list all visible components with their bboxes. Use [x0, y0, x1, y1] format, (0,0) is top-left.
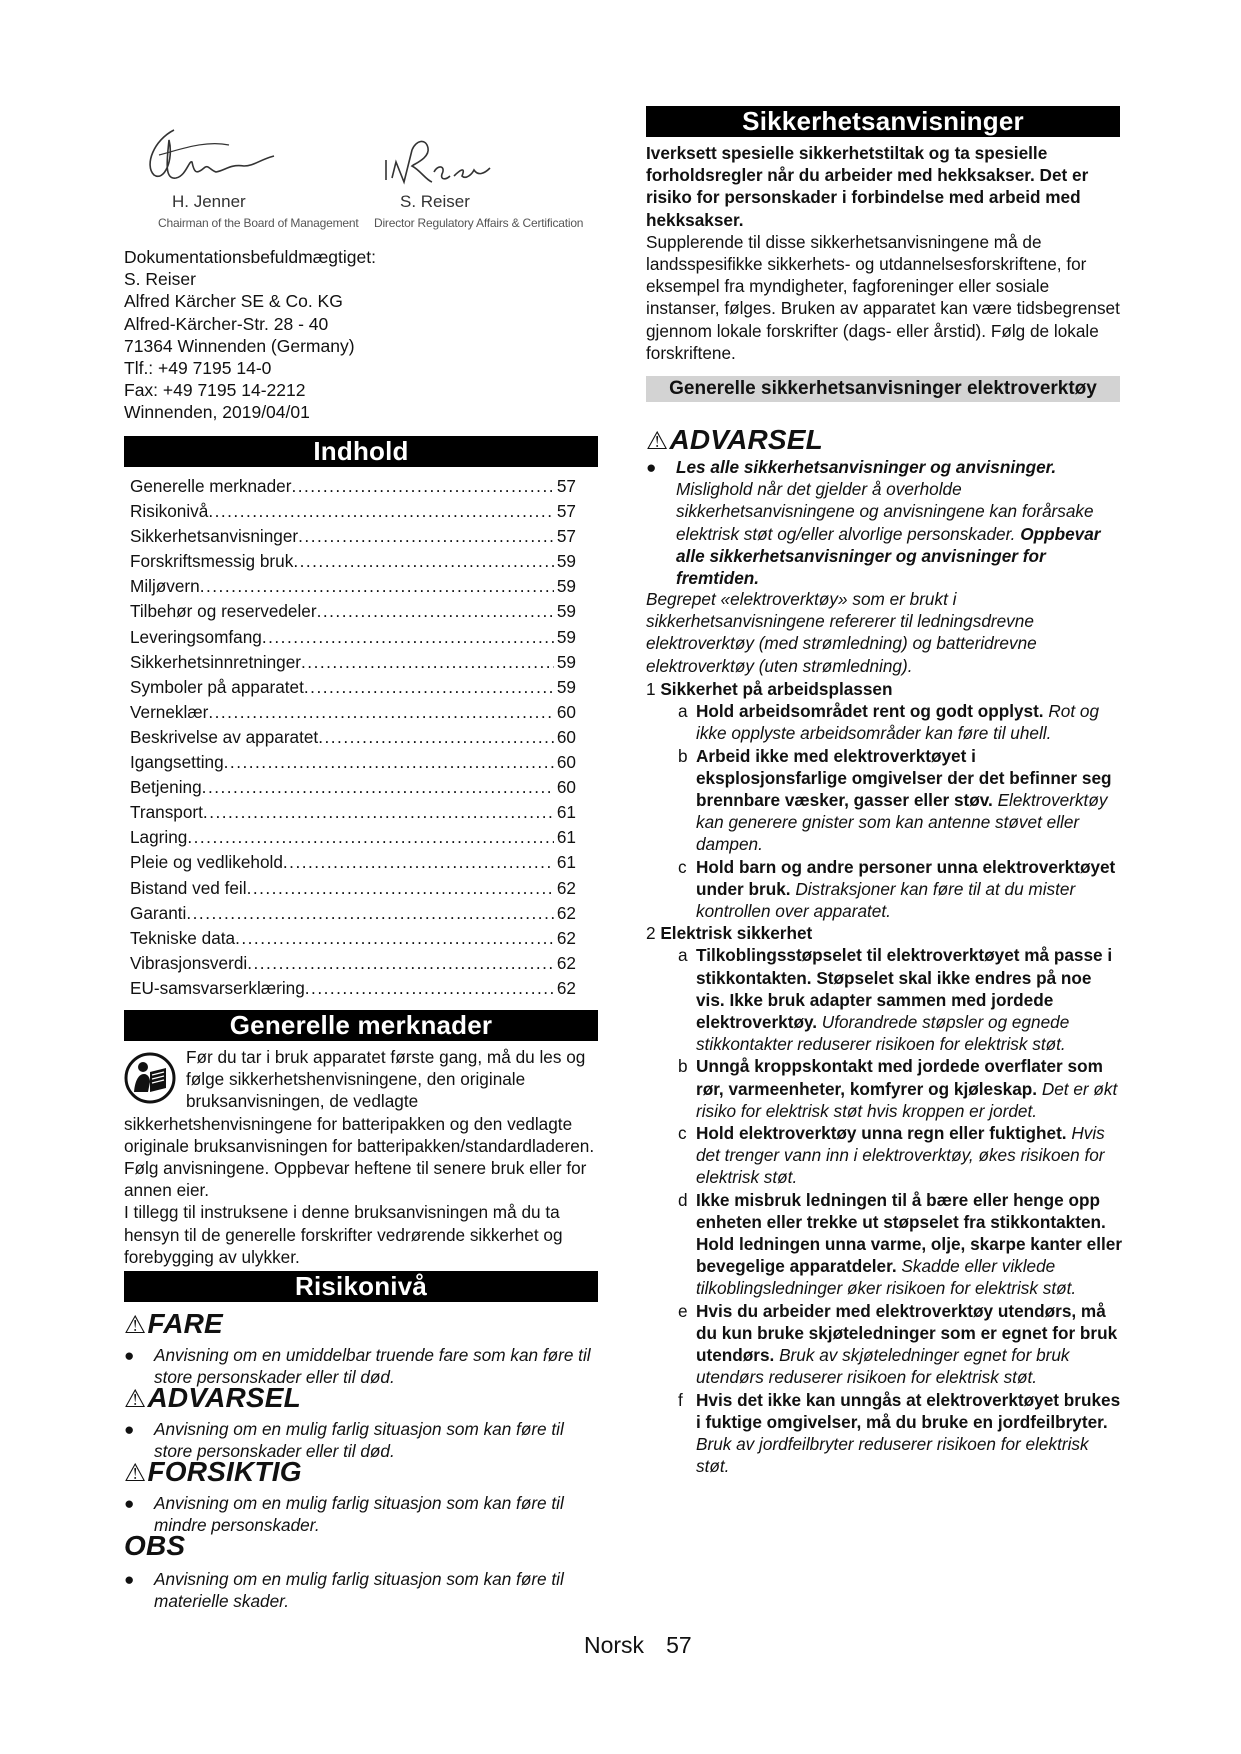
address-line: Winnenden, 2019/04/01: [124, 402, 310, 423]
toc-leader-dots: [293, 549, 554, 574]
toc-entry: [130, 976, 576, 1001]
toc-entry: [130, 599, 576, 624]
safety-intro-text: Supplerende til disse sikkerhetsanvisningene må de landsspesifikke sikkerhets- og utdannelsesforskriftene, for eksempel fra myndigheter, fagforeninger eller sosiale instanser, følges. Bruken av apparatet kan være tidsbegrenset gjennom lokale forskrifter (dags- eller årstid). Følg de lokale forskriftene.: [646, 231, 1120, 363]
toc-entry-page: 57: [556, 526, 576, 547]
toc-entry-page: 62: [556, 952, 576, 973]
toc-leader-dots: [200, 574, 554, 599]
toc-entry: [130, 574, 576, 599]
toc-entry-title: Verneklær: [130, 701, 209, 722]
address-line: S. Reiser: [124, 269, 196, 290]
toc-entry: [130, 901, 576, 926]
safety-instructions-list: [646, 678, 1122, 1477]
toc-entry-page: 59: [556, 576, 576, 597]
safety-heading: Sikkerhetsanvisninger: [646, 106, 1120, 137]
toc-leader-dots: [301, 650, 554, 675]
toc-entry-page: 62: [556, 977, 576, 998]
toc-entry-title: Symboler på apparatet: [130, 676, 304, 697]
toc-entry-page: 59: [556, 676, 576, 697]
toc-entry: [130, 700, 576, 725]
toc-leader-dots: [247, 876, 554, 901]
safety-instruction: c Hold elektroverktøy unna regn eller fuktighet. Hvis det trenger vann inn i elektroverktøy, økes risikoen for elektrisk støt.: [678, 1123, 1105, 1188]
toc-entry: [130, 524, 576, 549]
toc-leader-dots: [318, 725, 554, 750]
safety-instruction: b Arbeid ikke med elektroverktøyet i eksplosjonsfarlige omgivelser der det befinner seg brennbare væsker, gasser eller støv. Elektroverktøy kan generere gnister som kan antenne støvet eller dampen.: [678, 745, 1112, 855]
general-notes-body: [124, 1046, 600, 1268]
toc-entry-title: Sikkerhetsanvisninger: [130, 526, 299, 547]
warning-triangle-icon: ⚠: [124, 1311, 147, 1339]
toc-leader-dots: [208, 499, 554, 524]
general-notes-text: Før du tar i bruk apparatet første gang, må du les og følge sikkerhetshenvisningene, den originale bruksanvisningen, de vedlagte sikkerhetshenvisningene for batteripakken og den vedlagte originale bruksanvisningen for batteripakken/standardladeren. Følg anvisningene. Oppbevar heftene til senere bruk eller for annen eier.: [124, 1047, 595, 1201]
address-line: Alfred-Kärcher-Str. 28 - 40: [124, 313, 329, 334]
toc-entry-title: Beskrivelse av apparatet: [130, 726, 319, 747]
address-line: Alfred Kärcher SE & Co. KG: [124, 291, 343, 312]
toc-entry: [130, 750, 576, 775]
toc-leader-dots: [186, 901, 554, 926]
toc-leader-dots: [262, 625, 554, 650]
toc-leader-dots: [291, 474, 553, 499]
signal-word-danger: ⚠FARE: [124, 1308, 223, 1339]
signature-name: H. Jenner: [172, 192, 246, 211]
toc-entry-title: Betjening: [130, 777, 202, 798]
toc-entry-title: Lagring: [130, 827, 188, 848]
signal-word-warning: ⚠ADVARSEL: [646, 424, 823, 455]
signal-word-notice: OBS: [124, 1530, 186, 1561]
toc-entry: [130, 725, 576, 750]
general-safety-subheading: Generelle sikkerhetsanvisninger elektroverktøy: [646, 376, 1120, 402]
risk-level-item: ● Anvisning om en umiddelbar truende fare som kan føre til store personskader eller til død.: [124, 1345, 591, 1388]
toc-leader-dots: [224, 750, 554, 775]
toc-entry-page: 61: [556, 827, 576, 848]
signature-title: Chairman of the Board of Management: [158, 216, 359, 230]
toc-heading: Indhold: [124, 436, 598, 467]
toc-entry: [130, 499, 576, 524]
toc-entry: [130, 474, 576, 499]
toc-leader-dots: [187, 825, 554, 850]
page-footer: [584, 1632, 692, 1659]
toc-entry-title: Igangsetting: [130, 752, 224, 773]
footer-language: Norsk: [584, 1632, 645, 1658]
safety-instruction: a Tilkoblingsstøpselet til elektroverktøyet må passe i stikkontakten. Støpselet skal ikke endres på noe vis. Ikke bruk adapter sammen med jordede elektroverktøy. Uforandrede støpsler og egnede stikkontakter reduserer risikoen for elektrisk støt.: [678, 945, 1113, 1055]
toc-entry-page: 59: [556, 651, 576, 672]
toc-entry: [130, 675, 576, 700]
address-block: [124, 246, 376, 424]
toc-entry-title: Sikkerhetsinnretninger: [130, 651, 302, 672]
toc-entry-page: 59: [556, 551, 576, 572]
warning-triangle-icon: ⚠: [646, 427, 669, 455]
safety-instruction: c Hold barn og andre personer unna elektroverktøyet under bruk. Distraksjoner kan føre til at du mister kontrollen over apparatet.: [678, 856, 1116, 922]
toc-leader-dots: [305, 976, 554, 1001]
address-line: 71364 Winnenden (Germany): [124, 335, 355, 356]
handwritten-signature-jenner: [134, 120, 304, 200]
toc-entry: [130, 650, 576, 675]
safety-instruction: e Hvis du arbeider med elektroverktøy utendørs, må du kun bruke skjøteledninger som er egnet for bruk utendørs. Bruk av skjøteledninger egnet for bruk utendørs reduserer risikoen for elektrisk støt.: [678, 1300, 1118, 1388]
warning-triangle-icon: ⚠: [124, 1385, 147, 1413]
safety-instruction: f Hvis det ikke kan unngås at elektroverktøyet brukes i fuktige omgivelser, må du bruke en jordfeilbryter. Bruk av jordfeilbryter reduserer risikoen for elektrisk støt.: [678, 1389, 1121, 1477]
toc-entry: [130, 800, 576, 825]
toc-entry: [130, 926, 576, 951]
toc-entry-page: 61: [556, 852, 576, 873]
toc-leader-dots: [202, 775, 554, 800]
risk-level-item: ● Anvisning om en mulig farlig situasjon som kan føre til mindre personskader.: [124, 1493, 564, 1536]
handwritten-signature-reiser: [374, 120, 524, 200]
toc-leader-dots: [203, 800, 554, 825]
toc-entry-title: EU-samsvarserklæring: [130, 977, 305, 998]
signal-word-caution: ⚠FORSIKTIG: [124, 1456, 302, 1487]
toc-entry-title: Generelle merknader: [130, 476, 292, 496]
toc-entry-title: Leveringsomfang: [130, 626, 262, 647]
toc-leader-dots: [247, 951, 554, 976]
toc-entry-page: 61: [556, 802, 576, 823]
general-notes-heading: Generelle merknader: [124, 1010, 598, 1041]
address-line: Tlf.: +49 7195 14-0: [124, 358, 272, 379]
safety-instruction: d Ikke misbruk ledningen til å bære eller henge opp enheten eller trekke ut støpselet fra stikkontakten. Hold ledningen unna varme, olje, skarpe kanter eller bevegelige apparatdeler. Skadde eller viklede tilkoblingsledninger øker risikoen for elektrisk støt.: [678, 1189, 1123, 1299]
warning-triangle-icon: ⚠: [124, 1459, 147, 1487]
signature-block-jenner: [134, 120, 359, 230]
general-notes-text: I tillegg til instruksene i denne bruksanvisningen må du ta hensyn til de generelle forskrifter vedrørende sikkerhet og forebygging av ulykker.: [124, 1202, 563, 1267]
toc-leader-dots: [304, 675, 554, 700]
risk-level-item: ● Anvisning om en mulig farlig situasjon som kan føre til store personskader eller til død.: [124, 1419, 564, 1462]
toc-entry-page: 62: [556, 877, 576, 898]
risk-level-item: ● Anvisning om en mulig farlig situasjon som kan føre til materielle skader.: [124, 1569, 564, 1612]
toc-entry-page: 57: [556, 476, 576, 496]
toc-entry: [130, 850, 576, 875]
toc-entry: [130, 549, 576, 574]
toc-entry-page: 59: [556, 626, 576, 647]
safety-instruction: a Hold arbeidsområdet rent og godt opplyst. Rot og ikke opplyste arbeidsområder kan føre til uhell.: [678, 701, 1100, 744]
table-of-contents: [130, 474, 576, 1001]
toc-leader-dots: [235, 926, 554, 951]
risk-level-heading: Risikonivå: [124, 1271, 598, 1302]
toc-entry-title: Risikonivå: [130, 501, 209, 522]
toc-entry-page: 60: [556, 777, 576, 798]
term-note: Begrepet «elektroverktøy» som er brukt i sikkerhetsanvisningene refererer til ledningsdrevne elektroverktøy (med strømledning) og batteridrevne elektroverktøy (uten strømledning).: [646, 589, 1037, 676]
toc-entry-page: 57: [556, 501, 576, 522]
read-manual-icon: [124, 1052, 176, 1104]
toc-entry: [130, 625, 576, 650]
safety-instruction: b Unngå kroppskontakt med jordede overflater som rør, varmeenheter, komfyrer og kjøleskap. Det er økt risiko for elektrisk støt hvis kroppen er jordet.: [678, 1056, 1118, 1121]
toc-entry-title: Tilbehør og reservedeler: [130, 601, 317, 622]
toc-entry: [130, 876, 576, 901]
toc-entry-page: 62: [556, 927, 576, 948]
safety-section-title: 2 Elektrisk sikkerhet: [646, 923, 813, 944]
toc-entry: [130, 775, 576, 800]
toc-entry-page: 60: [556, 752, 576, 773]
toc-entry: [130, 951, 576, 976]
warning-bullet: ● Les alle sikkerhetsanvisninger og anvisninger. Mislighold når det gjelder å overholde sikkerhetsanvisningene og anvisningene kan forårsake elektrisk støt og/eller alvorlige personskader. Oppbevar alle sikkerhetsanvisninger og anvisninger for fremtiden.: [646, 457, 1101, 589]
safety-intro-bold: Iverksett spesielle sikkerhetstiltak og ta spesielle forholdsregler når du arbeider med hekksakser. Det er risiko for personskader i forbindelse med arbeid med hekksakser.: [646, 143, 1089, 230]
toc-entry-page: 60: [556, 701, 576, 722]
safety-section-title: 1 Sikkerhet på arbeidsplassen: [646, 679, 893, 699]
toc-entry-page: 59: [556, 601, 576, 622]
toc-entry-title: Miljøvern: [130, 576, 200, 597]
address-line: Dokumentationsbefuldmægtiget:: [124, 247, 376, 267]
toc-entry-page: 60: [556, 726, 576, 747]
address-line: Fax: +49 7195 14-2212: [124, 380, 306, 401]
signature-block-reiser: [374, 120, 584, 230]
signature-title: Director Regulatory Affairs & Certification: [374, 216, 584, 230]
toc-entry-title: Pleie og vedlikehold: [130, 852, 283, 873]
toc-leader-dots: [208, 700, 554, 725]
toc-entry-title: Garanti: [130, 902, 187, 923]
signature-name: S. Reiser: [400, 192, 470, 211]
toc-entry-title: Tekniske data: [130, 927, 236, 948]
toc-entry-page: 62: [556, 902, 576, 923]
safety-intro: [646, 142, 1122, 364]
signal-word-warning: ⚠ADVARSEL: [124, 1382, 301, 1413]
toc-leader-dots: [283, 850, 554, 875]
toc-entry: [130, 825, 576, 850]
toc-entry-title: Transport: [130, 802, 203, 823]
toc-entry-title: Bistand ved feil: [130, 877, 247, 898]
toc-entry-title: Vibrasjonsverdi: [130, 952, 248, 973]
toc-leader-dots: [298, 524, 554, 549]
toc-leader-dots: [317, 599, 554, 624]
toc-entry-title: Forskriftsmessig bruk: [130, 551, 294, 572]
page-number: 57: [666, 1632, 692, 1658]
